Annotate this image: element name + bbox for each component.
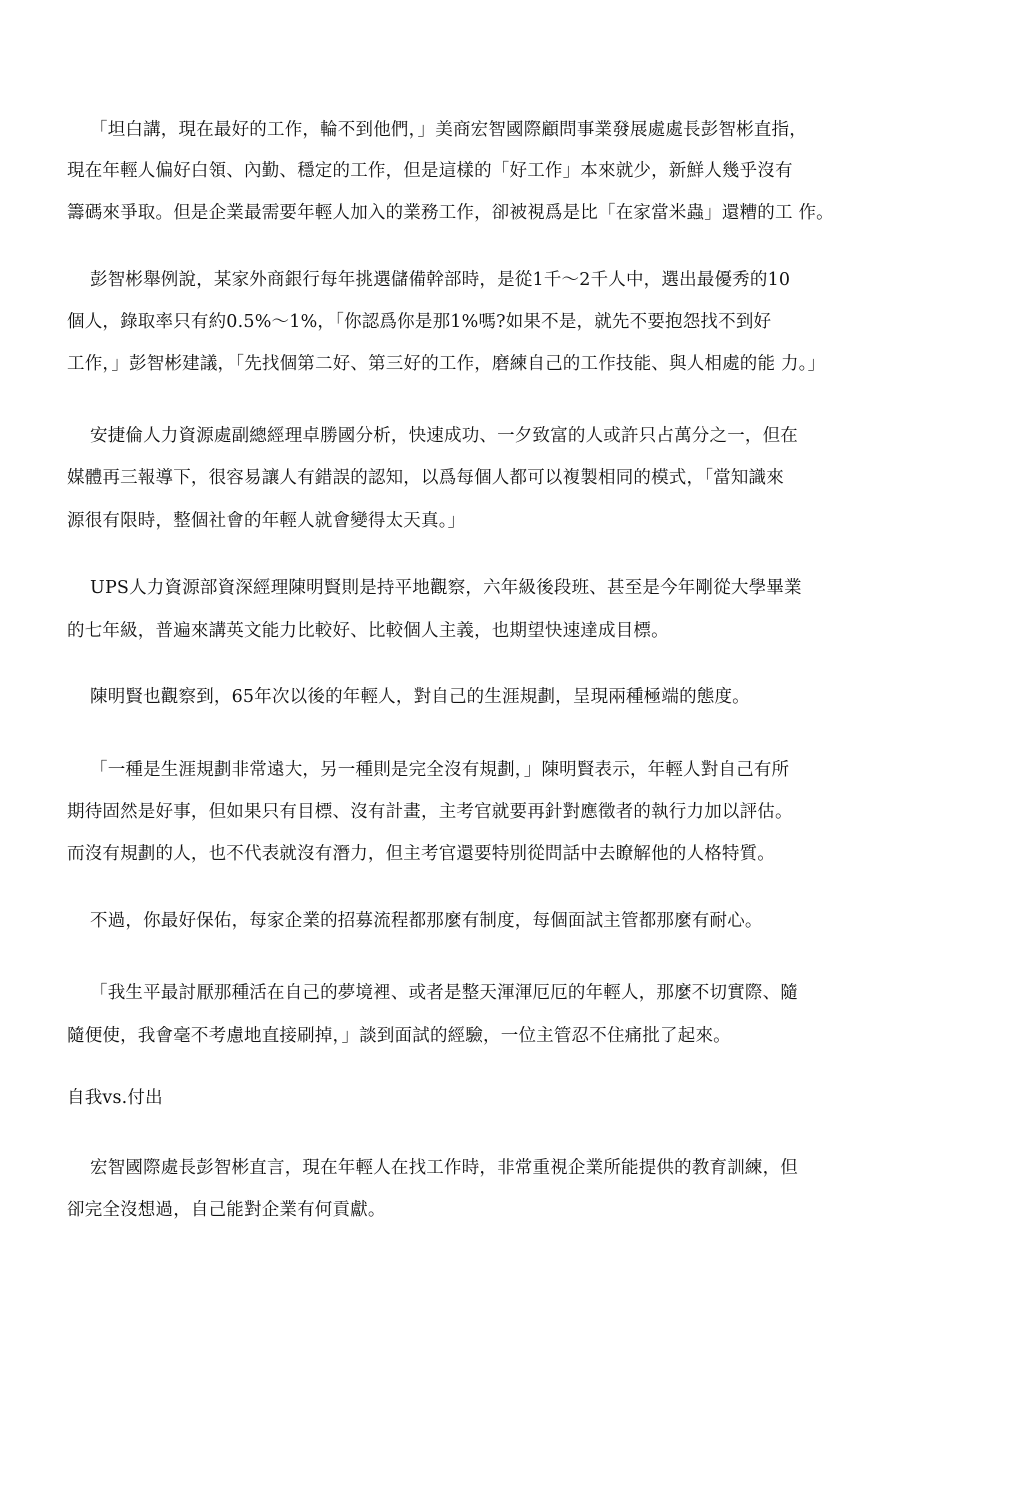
paragraph-line: 安捷倫人力資源處副總經理卓勝國分析，快速成功、一夕致富的人或許只占萬分之一，但在 xyxy=(90,426,798,446)
paragraph-line: 隨便使，我會毫不考慮地直接刷掉，」談到面試的經驗，一位主管忍不住痛批了起來。 xyxy=(67,1026,731,1046)
paragraph-line: 源很有限時，整個社會的年輕人就會變得太天真。」 xyxy=(67,511,466,531)
paragraph-line: 工作，」彭智彬建議，「先找個第二好、第三好的工作，磨練自己的工作技能、與人相處的能 力。」 xyxy=(67,354,826,374)
paragraph-line: 個人，錄取率只有約0.5%～1%，「你認爲你是那1%嗎?如果不是，就先不要抱怨找不到好 xyxy=(67,312,772,332)
paragraph-line: 現在年輕人偏好白領、內勤、穩定的工作，但是這樣的「好工作」本來就少，新鮮人幾乎沒有 xyxy=(67,161,793,181)
paragraph-line: 媒體再三報導下，很容易讓人有錯誤的認知，以爲每個人都可以複製相同的模式，「當知識來 xyxy=(67,468,784,488)
paragraph-line: 彭智彬舉例說，某家外商銀行每年挑選儲備幹部時，是從1千～2千人中，選出最優秀的10 xyxy=(90,270,791,290)
paragraph-line: 卻完全沒想過，自己能對企業有何貢獻。 xyxy=(67,1200,386,1220)
paragraph-line: 期待固然是好事，但如果只有目標、沒有計畫，主考官就要再針對應徵者的執行力加以評估。 xyxy=(67,802,793,822)
paragraph-line: 不過，你最好保佑，每家企業的招募流程都那麼有制度，每個面試主管都那麼有耐心。 xyxy=(90,911,763,931)
paragraph-line: 「我生平最討厭那種活在自己的夢境裡、或者是整天渾渾厄厄的年輕人，那麼不切實際、隨 xyxy=(90,983,798,1003)
paragraph-line: 「一種是生涯規劃非常遠大，另一種則是完全沒有規劃，」陳明賢表示，年輕人對自己有所 xyxy=(90,760,790,780)
paragraph-line: 「坦白講，現在最好的工作，輪不到他們，」美商宏智國際顧問事業發展處處長彭智彬直指， xyxy=(90,120,807,140)
section-heading: 自我vs.付出 xyxy=(67,1088,163,1108)
paragraph-line: 而沒有規劃的人，也不代表就沒有潛力，但主考官還要特別從問話中去瞭解他的人格特質。 xyxy=(67,844,775,864)
paragraph-line: 的七年級，普遍來講英文能力比較好、比較個人主義，也期望快速達成目標。 xyxy=(67,621,669,641)
paragraph-line: 陳明賢也觀察到，65年次以後的年輕人，對自己的生涯規劃，呈現兩種極端的態度。 xyxy=(90,687,750,707)
paragraph-line: 宏智國際處長彭智彬直言，現在年輕人在找工作時，非常重視企業所能提供的教育訓練，但 xyxy=(90,1158,798,1178)
paragraph-line: 籌碼來爭取。但是企業最需要年輕人加入的業務工作，卻被視爲是比「在家當米蟲」還糟的工 作。 xyxy=(67,203,834,223)
paragraph-line: UPS人力資源部資深經理陳明賢則是持平地觀察，六年級後段班、甚至是今年剛從大學畢業 xyxy=(90,578,802,598)
